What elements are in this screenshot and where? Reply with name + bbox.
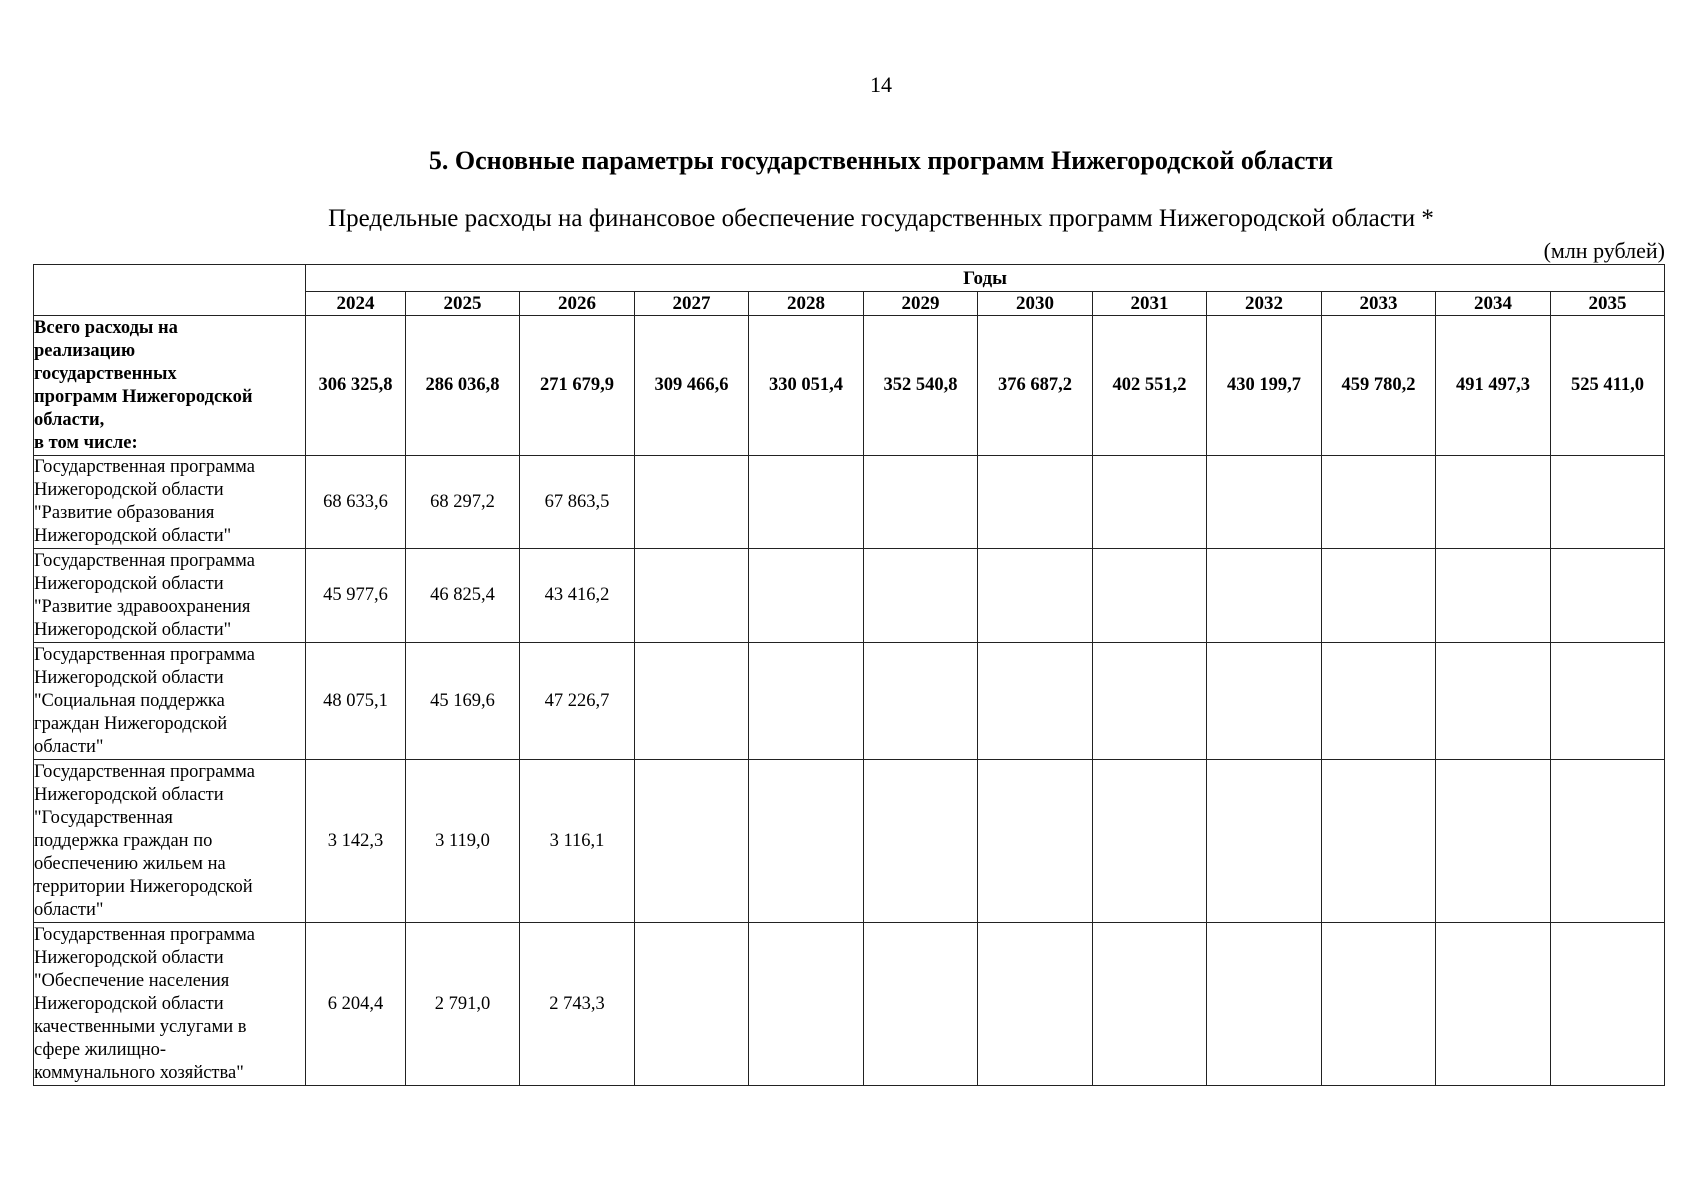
value-cell [864, 549, 978, 643]
value-cell [1551, 643, 1665, 760]
value-cell: 67 863,5 [520, 456, 635, 549]
table-caption: Предельные расходы на финансовое обеспечение государственных программ Нижегородской области * [328, 205, 1434, 232]
label-line: Государственная программа [34, 550, 255, 571]
year-header: 2026 [520, 292, 635, 316]
value-cell [1207, 760, 1322, 923]
value-cell [749, 549, 864, 643]
value-cell [978, 923, 1093, 1086]
label-line: "Государственная [34, 807, 173, 828]
header-empty-cell [34, 265, 306, 316]
year-header: 2032 [1207, 292, 1322, 316]
value-cell [1551, 456, 1665, 549]
value-cell [1207, 456, 1322, 549]
value-cell [635, 549, 749, 643]
value-cell: 2 743,3 [520, 923, 635, 1086]
value-cell [1093, 923, 1207, 1086]
program-row-healthcare [34, 549, 1665, 643]
year-header: 2033 [1322, 292, 1436, 316]
total-value-cell: 352 540,8 [864, 316, 978, 456]
value-cell [1093, 643, 1207, 760]
program-label [34, 549, 306, 643]
label-line: Нижегородской области [34, 784, 224, 805]
year-header: 2025 [406, 292, 520, 316]
value-cell [1551, 923, 1665, 1086]
value-cell [978, 760, 1093, 923]
label-line: "Развитие здравоохранения [34, 596, 251, 617]
value-cell: 68 297,2 [406, 456, 520, 549]
total-value-cell: 309 466,6 [635, 316, 749, 456]
total-value-cell: 376 687,2 [978, 316, 1093, 456]
value-cell [1436, 456, 1551, 549]
value-cell [1093, 549, 1207, 643]
value-cell [1436, 760, 1551, 923]
program-label [34, 760, 306, 923]
total-value-cell: 402 551,2 [1093, 316, 1207, 456]
year-header: 2028 [749, 292, 864, 316]
label-line: реализацию [34, 340, 136, 361]
value-cell [1436, 549, 1551, 643]
value-cell: 43 416,2 [520, 549, 635, 643]
label-line: "Развитие образования [34, 503, 215, 523]
value-cell [978, 549, 1093, 643]
label-line: Нижегородской области" [34, 526, 232, 546]
total-value-cell: 286 036,8 [406, 316, 520, 456]
value-cell [749, 923, 864, 1086]
label-line: Всего расходы на [34, 317, 178, 338]
label-line: сфере жилищно- [34, 1039, 167, 1060]
total-row [34, 316, 1665, 456]
total-value-cell: 306 325,8 [306, 316, 406, 456]
value-cell [749, 760, 864, 923]
value-cell [1093, 760, 1207, 923]
label-line: "Обеспечение населения [34, 970, 230, 991]
label-line: государственных [34, 363, 177, 384]
value-cell: 46 825,4 [406, 549, 520, 643]
years-header: Годы [306, 265, 1665, 292]
value-cell [1322, 456, 1436, 549]
total-value-cell: 459 780,2 [1322, 316, 1436, 456]
value-cell [635, 643, 749, 760]
label-line: граждан Нижегородской [34, 713, 228, 734]
year-header: 2030 [978, 292, 1093, 316]
year-header: 2035 [1551, 292, 1665, 316]
page-number: 14 [870, 72, 892, 97]
program-label [34, 923, 306, 1086]
label-line: "Социальная поддержка [34, 690, 225, 711]
value-cell [1207, 643, 1322, 760]
value-cell [749, 456, 864, 549]
label-line: программ Нижегородской [34, 386, 253, 407]
value-cell: 45 169,6 [406, 643, 520, 760]
expenditure-table [33, 264, 1665, 1086]
year-header: 2031 [1093, 292, 1207, 316]
program-row-utilities [34, 923, 1665, 1086]
label-line: Нижегородской области [34, 573, 224, 594]
value-cell: 3 119,0 [406, 760, 520, 923]
label-line: обеспечению жильем на [34, 853, 226, 874]
value-cell: 47 226,7 [520, 643, 635, 760]
value-cell [1093, 456, 1207, 549]
value-cell [864, 923, 978, 1086]
program-label [34, 456, 306, 549]
total-value-cell: 330 051,4 [749, 316, 864, 456]
value-cell [1551, 760, 1665, 923]
value-cell [864, 643, 978, 760]
label-line: области, [34, 409, 105, 430]
value-cell [1436, 643, 1551, 760]
label-line: области" [34, 899, 104, 920]
label-line: коммунального хозяйства" [34, 1062, 244, 1083]
value-cell: 3 116,1 [520, 760, 635, 923]
value-cell [1207, 549, 1322, 643]
value-cell: 48 075,1 [306, 643, 406, 760]
total-row-label [34, 316, 306, 456]
total-value-cell: 430 199,7 [1207, 316, 1322, 456]
value-cell: 45 977,6 [306, 549, 406, 643]
value-cell [1322, 923, 1436, 1086]
label-line: области" [34, 736, 104, 757]
value-cell [1551, 549, 1665, 643]
year-header: 2034 [1436, 292, 1551, 316]
label-line: Нижегородской области" [34, 619, 232, 640]
value-cell [864, 760, 978, 923]
value-cell: 2 791,0 [406, 923, 520, 1086]
total-value-cell: 525 411,0 [1551, 316, 1665, 456]
year-header: 2024 [306, 292, 406, 316]
label-line: Государственная программа [34, 761, 255, 782]
units-label: (млн рублей) [1543, 238, 1665, 263]
program-row-housing-support [34, 760, 1665, 923]
label-line: Нижегородской области [34, 667, 224, 688]
program-row-education [34, 456, 1665, 549]
value-cell [1322, 643, 1436, 760]
year-header: 2027 [635, 292, 749, 316]
value-cell [749, 643, 864, 760]
value-cell [1207, 923, 1322, 1086]
value-cell: 3 142,3 [306, 760, 406, 923]
value-cell [1436, 923, 1551, 1086]
label-line: Государственная программа [34, 644, 255, 665]
label-line: Нижегородской области [34, 993, 224, 1014]
value-cell [864, 456, 978, 549]
label-line: Нижегородской области [34, 480, 224, 500]
total-value-cell: 271 679,9 [520, 316, 635, 456]
program-row-social-support [34, 643, 1665, 760]
label-line: качественными услугами в [34, 1016, 247, 1037]
total-value-cell: 491 497,3 [1436, 316, 1551, 456]
value-cell: 68 633,6 [306, 456, 406, 549]
value-cell [635, 923, 749, 1086]
value-cell [978, 456, 1093, 549]
value-cell [635, 760, 749, 923]
label-line: Государственная программа [34, 924, 255, 945]
label-line: Нижегородской области [34, 947, 224, 968]
label-line: территории Нижегородской [34, 876, 253, 897]
label-line: в том числе: [34, 432, 138, 453]
value-cell [1322, 549, 1436, 643]
value-cell [635, 456, 749, 549]
year-header: 2029 [864, 292, 978, 316]
value-cell [978, 643, 1093, 760]
value-cell [1322, 760, 1436, 923]
label-line: поддержка граждан по [34, 830, 213, 851]
label-line: Государственная программа [34, 457, 255, 477]
section-title: 5. Основные параметры государственных программ Нижегородской области [428, 146, 1334, 175]
program-label [34, 643, 306, 760]
value-cell: 6 204,4 [306, 923, 406, 1086]
